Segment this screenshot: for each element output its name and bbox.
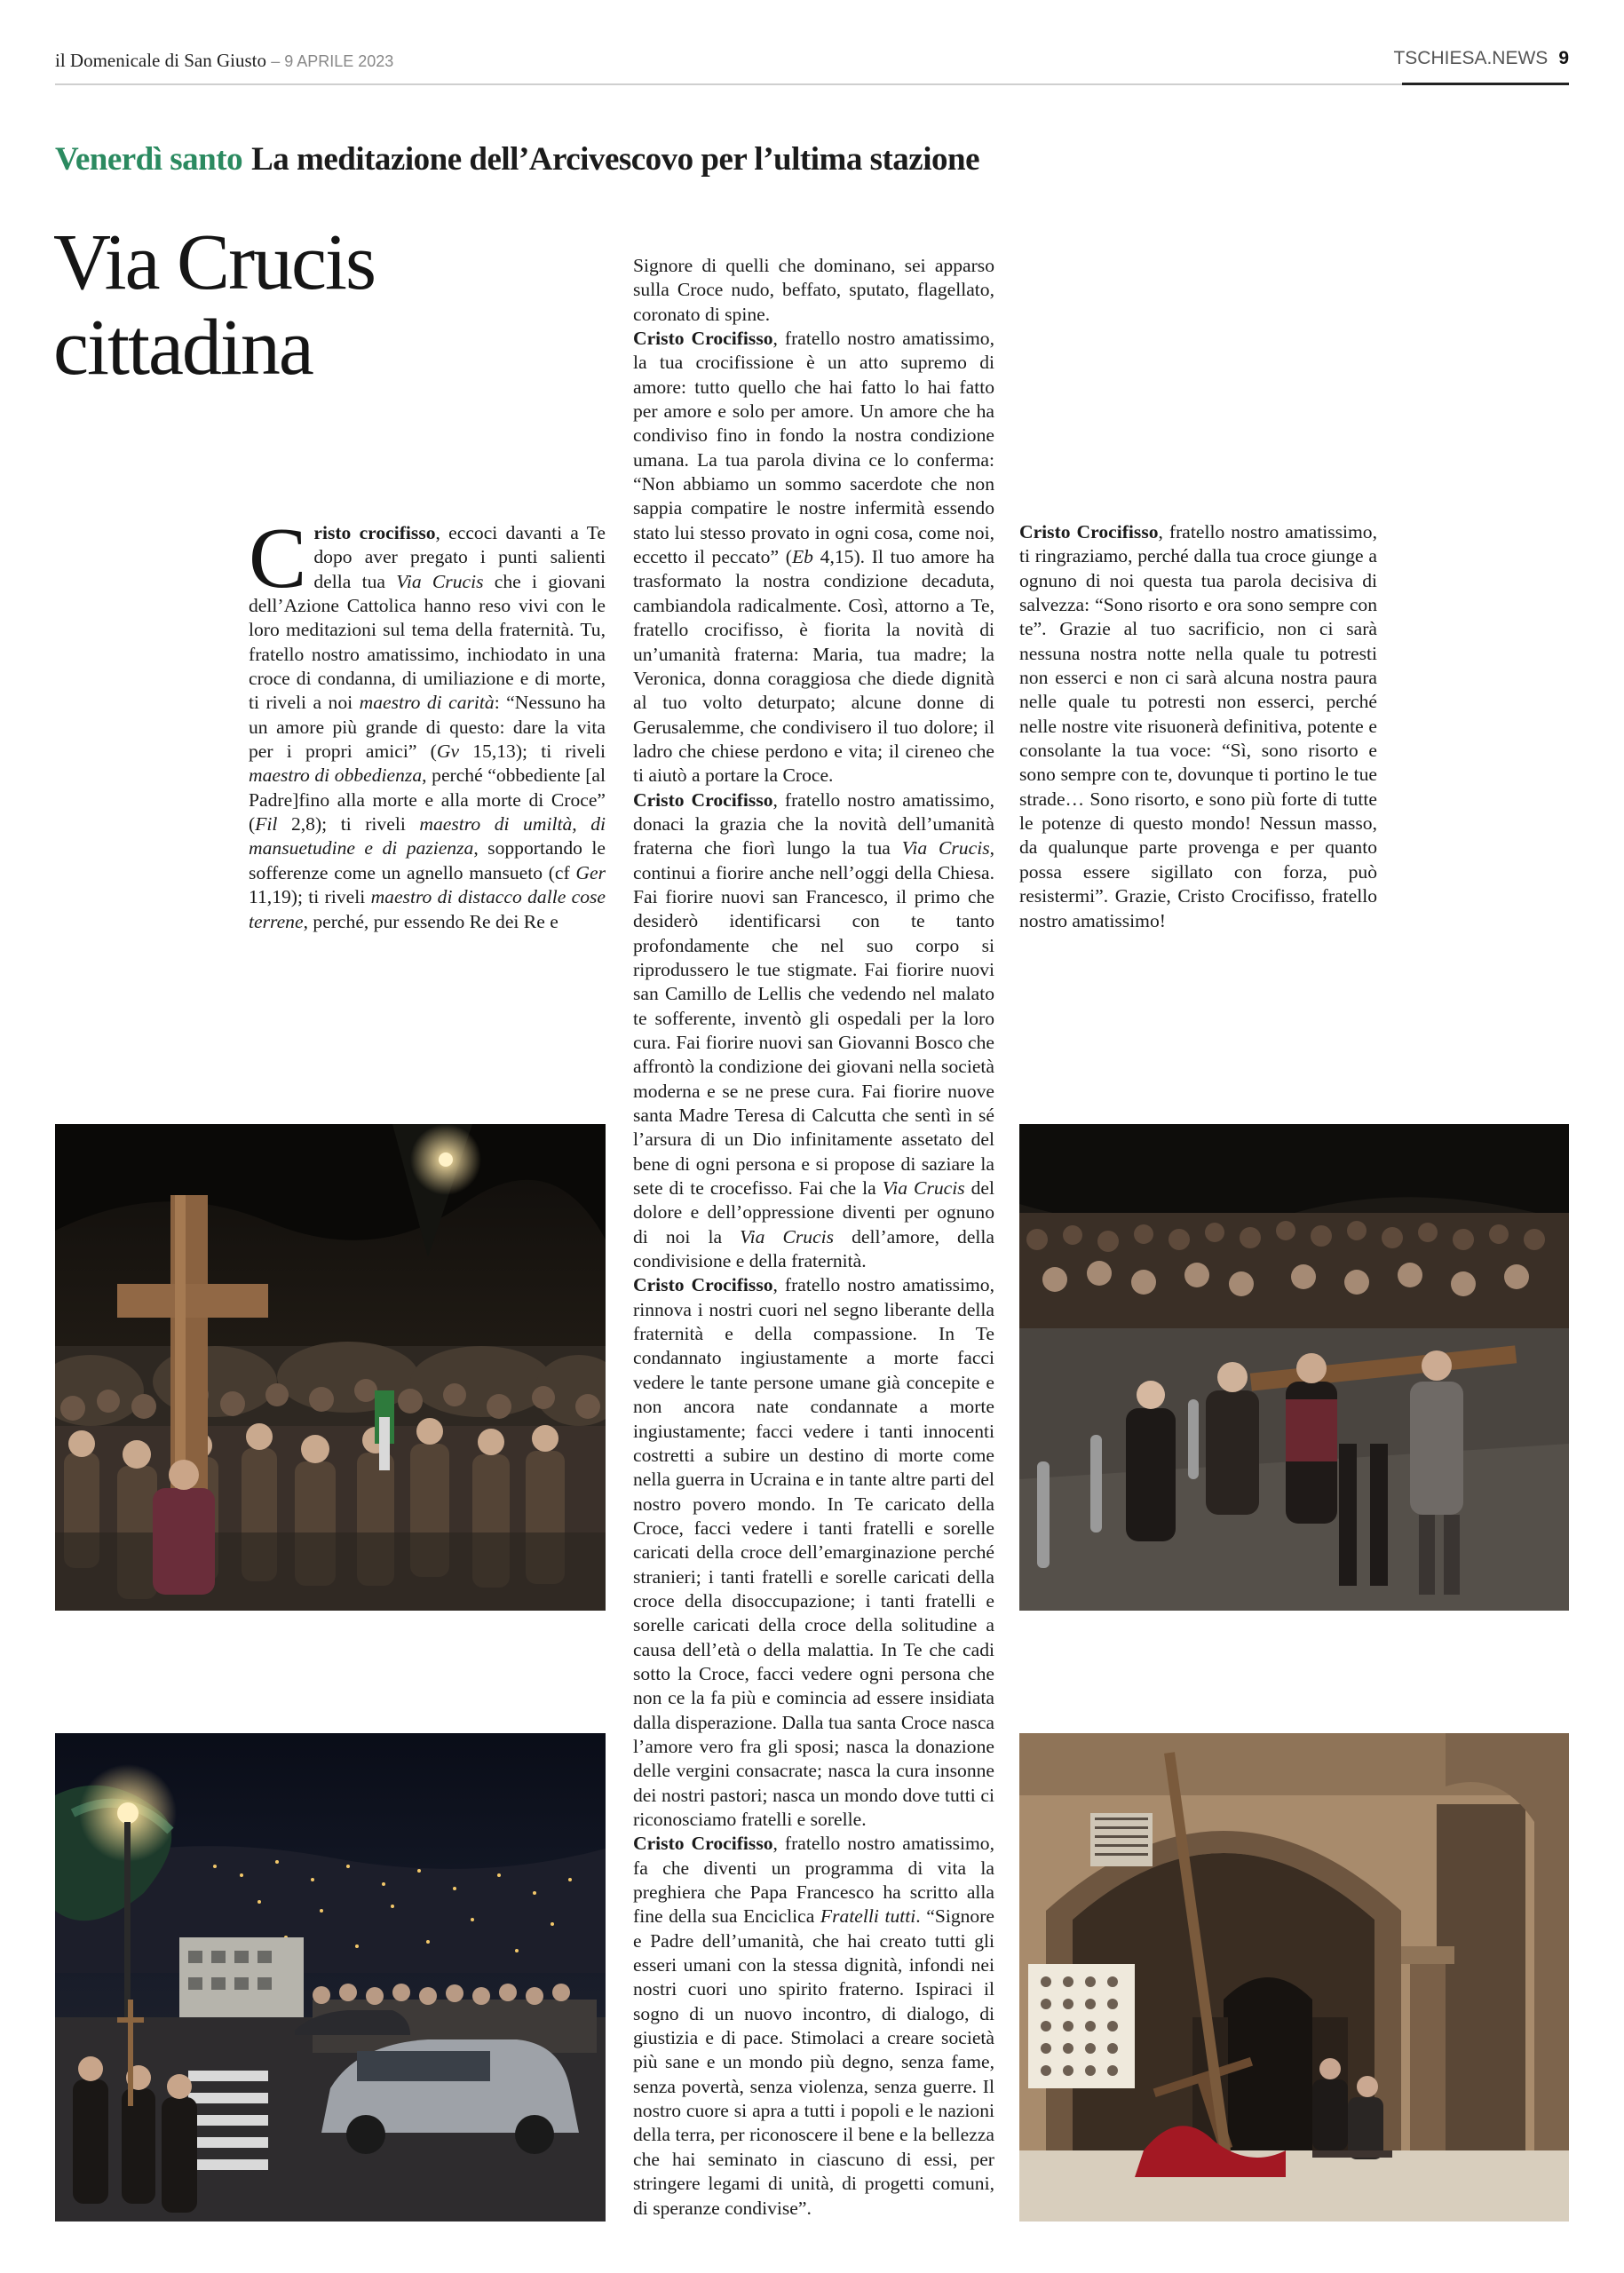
text-run: , fratello nostro amatissimo, donaci la grazia che la novità dell’umanità fraterna che fiorì lungo la tua [633, 788, 994, 859]
photo-illustration [55, 1733, 606, 2222]
text-run: , eccoci davanti a Te dopo aver pregato i punti salienti della tua [313, 522, 606, 592]
italic-run: Fratelli tutti [820, 1905, 916, 1928]
headline-line-2: cittadina [53, 304, 313, 392]
paragraph [249, 511, 606, 934]
italic-run: Fil [255, 813, 278, 836]
photo-cathedral-interior [1019, 1733, 1569, 2222]
photo-illustration [1019, 1733, 1569, 2222]
text-run: 11,19); ti riveli [249, 886, 371, 908]
text-run: , continui a fiorire anche nell’oggi della Chiesa. Fai fiorire nuovi san Francesco, il primo che desiderò identificarsi con te tanto profondamente che nel suo corpo si riprodussero le tue stigmate. Fai fiorire nuovi san Camillo de Lellis che vedendo nel malato te sofferente, inventò gli ospedali per la loro cura. Fai fiorire nuovi san Giovanni Bosco che affrontò la condizione dei giovani nella società moderna e se ne prese cura. Fai fiorire nuove santa Madre Teresa di Calcutta che sentì in sé l’arsura di un Dio infinitamente assetato del bene di ogni persona e si propose di saziare la sete di te crocefisso. Fai che la [633, 837, 994, 1200]
italic-run: Via Crucis [882, 1177, 965, 1200]
text-run: 15,13); ti riveli [459, 741, 606, 763]
lead-phrase: Cristo Crocifisso [1019, 521, 1159, 543]
site-name: TSCHIESA.NEWS [1393, 48, 1549, 68]
page-number: 9 [1558, 48, 1569, 68]
headline [53, 220, 586, 391]
lead-phrase: Cristo Crocifisso [633, 1833, 773, 1855]
lead-phrase: risto crocifisso [313, 522, 436, 543]
photo-night-city-street [55, 1733, 606, 2222]
italic-run: maestro di carità [359, 692, 495, 714]
lead-phrase: Cristo Crocifisso [633, 328, 773, 350]
article-column-1 [249, 511, 606, 934]
kicker-tag: Venerdì santo [55, 141, 243, 178]
kicker [55, 140, 979, 178]
italic-run: Gv [436, 741, 460, 763]
text-run: 2,8); ti riveli [277, 813, 420, 836]
issue-date: – 9 APRILE 2023 [271, 52, 394, 70]
lead-phrase: Cristo Crocifisso [633, 1274, 773, 1296]
italic-run: Via Crucis [740, 1225, 835, 1247]
paragraph [1019, 520, 1377, 933]
drop-cap: C [249, 511, 307, 606]
photo-illustration [55, 1124, 606, 1611]
headline-line-1: Via Crucis [53, 218, 376, 306]
text-run: , fratello nostro amatissimo, rinnova i nostri cuori nel segno liberante della fraternità e della compassione. In Te condannato ingiustamente a morte facci vedere le tante persone umane già concepite e non ancora nate condannate a morte ingiustamente; facci vedere i tanti innocenti costretti a subire un destino di morte come nella guerra in Ucraina e in tante altre parti del nostro povero mondo. In Te caricato della Croce, facci vedere i tanti fratelli e sorelle caricati della croce dell’emarginazione perché stranieri; i tanti fratelli e sorelle caricati della croce della disoccupazione; i tanti fratelli e sorelle caricati della croce della solitudine a causa dell’età o della malattia. In Te che cadi sotto la Croce, facci vedere ogni persona che non ce la fa più e comincia ad essere insidiata dalla disperazione. Dalla tua santa Croce nasca l’amore vero fra gli sposi; nasca la donazione delle vergini consacrate; nasca la cura insonne dei nostri pastori; nasca un mondo dove tutti ci riconosciamo fratelli e sorelle. [633, 1274, 994, 1830]
text-run: , sopportando le sofferenze come un agnello mansueto (cf [249, 837, 606, 883]
paragraph [633, 1832, 994, 2221]
text-run: , fratello nostro amatissimo, fa che diventi un programma di vita la preghiera che Papa Francesco ha scritto alla fine della sua Enciclica [633, 1833, 994, 1928]
lead-phrase: Cristo Crocifisso [633, 788, 773, 811]
text-run: del dolore e dell’oppressione diventi per ognuno di noi la [633, 1177, 994, 1247]
text-run: dell’amore, della condivisione e della fraternità. [633, 1225, 995, 1272]
italic-run: Ger [575, 861, 606, 883]
photo-illustration [1019, 1124, 1569, 1611]
text-run: , fratello nostro amatissimo, la tua crocifissione è un atto supremo di amore: tutto quello che hai fatto lo hai fatto per amore e solo per amore. Un amore che ha condiviso fino in fondo la nostra condizione umana. La tua parola divina ce lo conferma: “Non abbiamo un sommo sacerdote che non sappia compatire le nostre infermità essendo stato lui stesso provato in ogni cosa, come noi, eccetto il peccato” ( [633, 328, 994, 568]
text-run: che i giovani dell’Azione Cattolica hanno reso vivi con le loro meditazioni sul tema della fraternità. Tu, fratello nostro amatissimo, inchiodato in una croce di condanna, di umiliazione e di morte, ti riveli a noi [249, 570, 606, 714]
text-run: . “Signore e Padre dell’umanità, che hai creato tutti gli esseri umani con la stessa dignità, infondi nei nostri cuori uno spirito fraterno. Ispiraci il sogno di un nuovo incontro, di dialogo, di giustizia e di pace. Stimolaci a creare società più sane e un mondo più degno, senza fame, senza povertà, senza violenza, senza guerre. Il nostro cuore si apra a tutti i popoli e le nazioni della terra, per riconoscere il bene e la bellezza che hai seminato in ciascuno di essi, per stringere legami di unità, di progetti comuni, di speranze condivise”. [633, 1905, 994, 2219]
paragraph [633, 788, 994, 1274]
italic-run: Via Crucis [396, 570, 484, 592]
text-run: : “Nessuno ha un amore più grande di questo: dare la vita per i propri amici” ( [249, 692, 606, 763]
paragraph [633, 327, 994, 788]
text-run: , perché “obbediente [al Padre]fino alla morte e alla morte di Croce” ( [249, 764, 606, 836]
kicker-title: La meditazione dell’Arcivescovo per l’ultima stazione [251, 141, 979, 178]
text-run: 4,15). Il tuo amore ha trasformato la nostra condizione decaduta, cambiandola radicalmente. Così, attorno a Te, fratello crocifisso, è fiorita la novità di un’umanità fraterna: Maria, tua madre; la Veronica, donna coraggiosa che diede dignità al tuo volto deturpato; alcune donne di Gerusalemme, che condivisero il tuo dolore; il ladro che chiese perdono e vita; il cireneo che ti aiutò a portare la Croce. [633, 546, 994, 787]
paragraph [633, 1273, 994, 1832]
header-rule-accent [1402, 83, 1569, 85]
article-column-2 [633, 254, 994, 2221]
italic-run: maestro di umiltà, di mansuetudine e di pazienza [249, 813, 606, 859]
article-column-3 [1019, 520, 1377, 933]
italic-run: Via Crucis [901, 837, 990, 859]
text-run: , perché, pur essendo Re dei Re e [303, 910, 558, 932]
photo-cross-procession-crowd [55, 1124, 606, 1611]
publication-name: il Domenicale di San Giusto [55, 50, 266, 71]
text-run: , fratello nostro amatissimo, ti ringraziamo, perché dalla tua croce giunge a ognuno di noi questa tua parola decisiva di salvezza: “Sono risorto e ora sono sempre con te”. Grazie al tuo sacrificio, non ci sarà nessuna nostra notte nella quale tu potresti non esserci e non ci sarà alcuna nostra paura nelle quale tu potresti non esserci, perché nelle nostre vite risuonerà definitiva, potente e consolante la tua voce: “Sì, sono risorto e sono sempre con te, dovunque ti portino le tue strade… Sono risorto, e sono più forte di tutte le potenze di questo mondo! Nessun masso, da qualunque parte provenga e per quanto possa essere sigillato con forza, può resistermi”. Grazie, Cristo Crocifisso, fratello nostro amatissimo! [1019, 521, 1377, 931]
photo-carrying-cross-procession [1019, 1124, 1569, 1611]
paragraph: Signore di quelli che dominano, sei apparso sulla Croce nudo, beffato, sputato, flagellato, coronato di spine. [633, 255, 994, 325]
site-header [1393, 48, 1569, 69]
italic-run: maestro di distacco dalle cose terrene [249, 886, 606, 932]
header-rule [55, 83, 1569, 85]
italic-run: Eb [791, 546, 813, 568]
publication-header [55, 50, 393, 72]
italic-run: maestro di obbedienza [249, 764, 423, 787]
